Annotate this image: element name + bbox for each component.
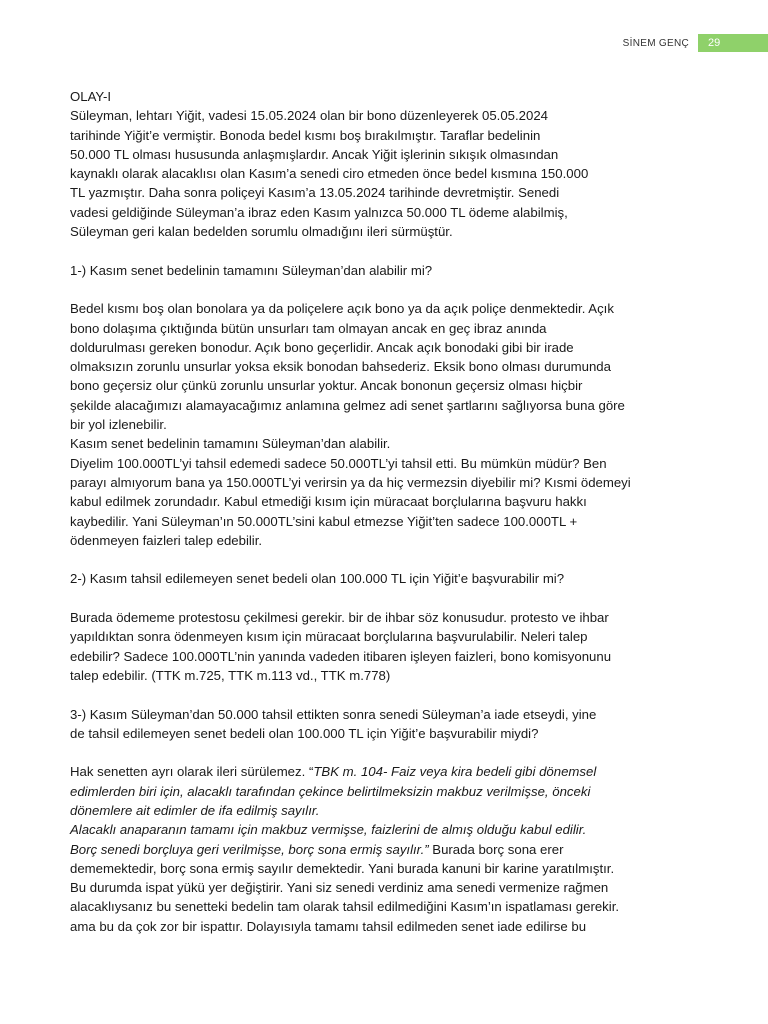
paragraph-line: talep edebilir. (TTK m.725, TTK m.113 vd., TTK m.778) xyxy=(70,667,391,683)
document-body xyxy=(70,87,700,936)
paragraph-line: TL yazmıştır. Daha sonra poliçeyi Kasım’a 13.05.2024 tarihinde devretmiştir. Senedi xyxy=(70,185,560,201)
blank-line xyxy=(70,685,700,704)
paragraph-line: Bedel kısmı boş olan bonolara ya da poliçelere açık bono ya da açık poliçe denmektedir. Açık xyxy=(70,301,614,317)
paragraph-line: alacaklıysanız bu senetteki bedelin tam olarak tahsil edilmediğini Kasım’ın ispatlaması gerekir. xyxy=(70,899,620,915)
question-2: 2-) Kasım tahsil edilemeyen senet bedeli olan 100.000 TL için Yiğit’e başvurabilir mi? xyxy=(70,571,565,587)
text-run: Hak senetten ayrı olarak ileri sürülemez. “ xyxy=(70,764,314,780)
paragraph-line xyxy=(70,840,700,859)
paragraph-line: şekilde alacağımızı alamayacağımız anlamına gelmez adi senet şartlarını sağlıyorsa buna göre xyxy=(70,397,625,413)
paragraph-line: ödenmeyen faizleri talep edebilir. xyxy=(70,532,263,548)
text-run: Burada borç sona erer xyxy=(428,841,564,857)
paragraph-line: 50.000 TL olması hususunda anlaşmışlardır. Ancak Yiğit işlerinin sıkışık olmasından xyxy=(70,146,559,162)
legal-quote-line: edimlerden biri için, alacaklı tarafından çekince belirtilmeksizin makbuz verilmişse, önceki xyxy=(70,783,591,799)
question-3: 3-) Kasım Süleyman’dan 50.000 tahsil ettikten sonra senedi Süleyman’a iade etseydi, yine xyxy=(70,706,597,722)
page-header xyxy=(623,34,768,52)
blank-line xyxy=(70,241,700,260)
paragraph-line: ama bu da çok zor bir ispattır. Dolayısıyla tamamı tahsil edilmeden senet iade edilirse bu xyxy=(70,918,587,934)
paragraph-line: edebilir? Sadece 100.000TL’nin yanında vadeden itibaren işleyen faizleri, bono komisyonunu xyxy=(70,648,612,664)
paragraph-line: Süleyman geri kalan bedelden sorumlu olmadığını ileri sürmüştür. xyxy=(70,224,453,240)
paragraph-line: vadesi geldiğinde Süleyman’a ibraz eden Kasım yalnızca 50.000 TL ödeme alabilmiş, xyxy=(70,204,568,220)
blank-line xyxy=(70,280,700,299)
paragraph-line: Burada ödememe protestosu çekilmesi gerekir. bir de ihbar söz konusudur. protesto ve ihbar xyxy=(70,610,609,626)
paragraph-line: kabul edilmek zorundadır. Kabul etmediği kısım için müracaat borçlularına başvuru hakkı xyxy=(70,494,587,510)
legal-quote: TBK m. 104- Faiz veya kira bedeli gibi dönemsel xyxy=(313,764,597,780)
paragraph-line: bir yol izlenebilir. xyxy=(70,417,167,433)
paragraph-line: kaybedilir. Yani Süleyman’ın 50.000TL’sini kabul etmezse Yiğit’ten sadece 100.000TL + xyxy=(70,513,578,529)
page-number-badge: 29 xyxy=(698,34,768,52)
paragraph-line: Diyelim 100.000TL’yi tahsil edemedi sadece 50.000TL’yi tahsil etti. Bu mümkün müdür? Ben xyxy=(70,455,607,471)
blank-line xyxy=(70,743,700,762)
paragraph-line: yapıldıktan sonra ödenmeyen kısım için müracaat borçlularına başvurulabilir. Neleri talep xyxy=(70,629,588,645)
blank-line xyxy=(70,550,700,569)
paragraph-line: doldurulması gereken bonodur. Açık bono geçerlidir. Ancak açık bonodaki gibi bir irade xyxy=(70,339,574,355)
question-1: 1-) Kasım senet bedelinin tamamını Süleyman’dan alabilir mi? xyxy=(70,262,433,278)
paragraph-line: Bu durumda ispat yükü yer değiştirir. Yani siz senedi verdiniz ama senedi vermenize rağmen xyxy=(70,880,609,896)
paragraph-line: bono dolaşıma çıktığında bütün unsurları tam olmayan ancak en geç ibraz anında xyxy=(70,320,547,336)
legal-quote: Borç senedi borçluya geri verilmişse, borç sona ermiş sayılır.” xyxy=(70,841,429,857)
question-3-cont: de tahsil edilemeyen senet bedeli olan 100.000 TL için Yiğit’e başvurabilir miydi? xyxy=(70,725,539,741)
legal-quote-line: Alacaklı anaparanın tamamı için makbuz vermişse, faizlerini de almış olduğu kabul edilir. xyxy=(70,822,587,838)
paragraph-line: parayı almıyorum bana ya 150.000TL’yi verirsin ya da hiç vermezsin diyebilir mi? Kısmi ödemeyi xyxy=(70,474,631,490)
paragraph-line: bono geçersiz olur çünkü zorunlu unsurlar yoktur. Ancak bononun geçersiz olması hiçbir xyxy=(70,378,583,394)
paragraph-line: tarihinde Yiğit’e vermiştir. Bonoda bedel kısmı boş bırakılmıştır. Taraflar bedelinin xyxy=(70,127,541,143)
paragraph-line: olmaksızın zorunlu unsurlar yoksa eksik bonodan bahsederiz. Eksik bono olması durumunda xyxy=(70,359,611,375)
paragraph-line: Süleyman, lehtarı Yiğit, vadesi 15.05.2024 olan bir bono düzenleyerek 05.05.2024 xyxy=(70,108,549,124)
paragraph-line xyxy=(70,762,700,781)
paragraph-line: kaynaklı olarak alacaklısı olan Kasım’a senedi ciro etmeden önce bedel kısmına 150.000 xyxy=(70,166,589,182)
blank-line xyxy=(70,589,700,608)
section-title: OLAY-I xyxy=(70,89,112,104)
legal-quote-line: dönemlere ait edimler de ifa edilmiş sayılır. xyxy=(70,802,320,818)
author-name: SİNEM GENÇ xyxy=(622,37,689,49)
paragraph-line: Kasım senet bedelinin tamamını Süleyman’dan alabilir. xyxy=(70,436,391,452)
paragraph-line: dememektedir, borç sona ermiş sayılır demektedir. Yani burada kanuni bir karine yaratılmıştır. xyxy=(70,860,615,876)
